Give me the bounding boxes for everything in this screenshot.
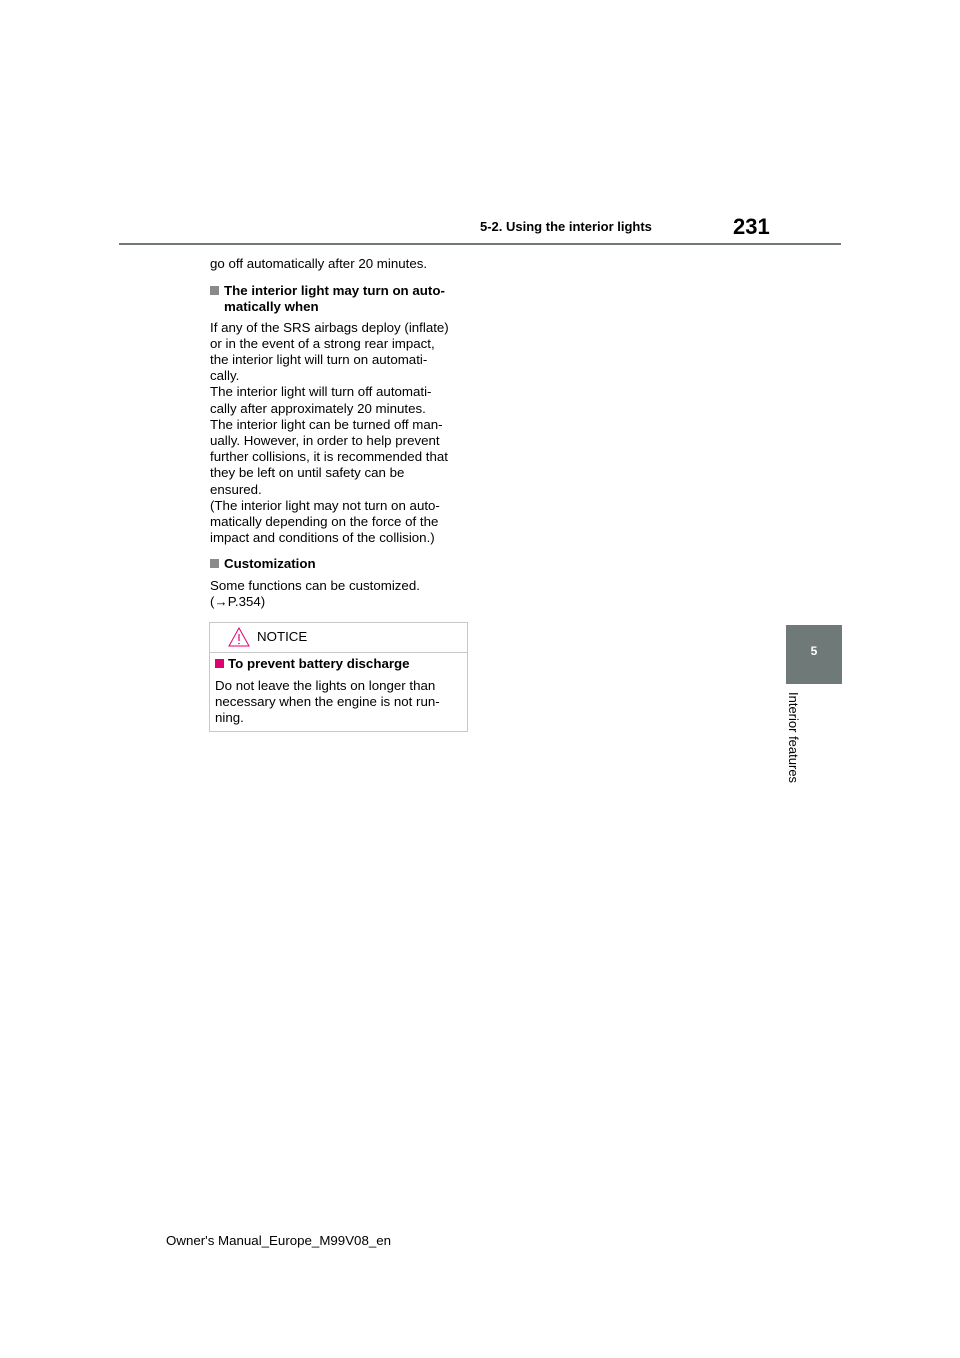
auto-on-heading-line1: The interior light may turn on auto- <box>224 283 445 299</box>
page-reference-link[interactable]: (→P.354) <box>210 593 266 609</box>
chapter-label <box>785 692 801 802</box>
footer-manual-id: Owner's Manual_Europe_M99V08_en <box>166 1233 392 1248</box>
heading-square-icon <box>210 559 219 568</box>
customization-line: Some functions can be customized. <box>210 577 420 593</box>
body-line: the interior light will turn on automati- <box>210 352 428 368</box>
notice-header <box>210 623 467 653</box>
notice-box <box>209 622 468 732</box>
body-line: cally after approximately 20 minutes. <box>210 400 426 416</box>
notice-subheading <box>215 656 410 671</box>
warning-triangle-icon <box>228 627 250 647</box>
body-line: further collisions, it is recommended that <box>210 449 448 465</box>
customization-heading <box>210 556 472 572</box>
page-number: 231 <box>733 214 770 239</box>
notice-line: ning. <box>215 710 244 726</box>
customization-heading-text: Customization <box>224 556 316 572</box>
chapter-tab <box>786 625 842 684</box>
chapter-number: 5 <box>810 644 818 658</box>
auto-on-heading-line2: matically when <box>224 299 319 315</box>
main-column <box>210 256 472 610</box>
body-line: or in the event of a strong rear impact, <box>210 335 435 351</box>
notice-square-icon <box>215 659 224 668</box>
body-line: ually. However, in order to help prevent <box>210 433 440 449</box>
notice-line: necessary when the engine is not run- <box>215 694 440 710</box>
notice-subheading-text: To prevent battery discharge <box>228 656 410 671</box>
auto-on-heading <box>210 283 472 315</box>
heading-square-icon <box>210 286 219 295</box>
body-line: cally. <box>210 368 240 384</box>
body-line: impact and conditions of the collision.) <box>210 530 435 546</box>
customization-body <box>210 578 472 610</box>
body-line: they be left on until safety can be <box>210 465 405 481</box>
body-line: The interior light will turn off automati- <box>210 384 432 400</box>
body-line: The interior light can be turned off man- <box>210 416 443 432</box>
chapter-label-text: Interior features <box>786 692 801 784</box>
intro-line: go off automatically after 20 minutes. <box>210 256 428 271</box>
header-rule <box>119 243 841 245</box>
notice-title: NOTICE <box>257 629 308 644</box>
notice-line: Do not leave the lights on longer than <box>215 678 436 693</box>
body-line: If any of the SRS airbags deploy (inflate) <box>210 319 449 335</box>
notice-body <box>215 678 463 727</box>
auto-on-body <box>210 320 472 547</box>
body-line: ensured. <box>210 481 262 497</box>
body-line: (The interior light may not turn on auto- <box>210 497 440 513</box>
body-line: matically depending on the force of the <box>210 514 439 530</box>
section-title: 5-2. Using the interior lights <box>480 219 652 234</box>
